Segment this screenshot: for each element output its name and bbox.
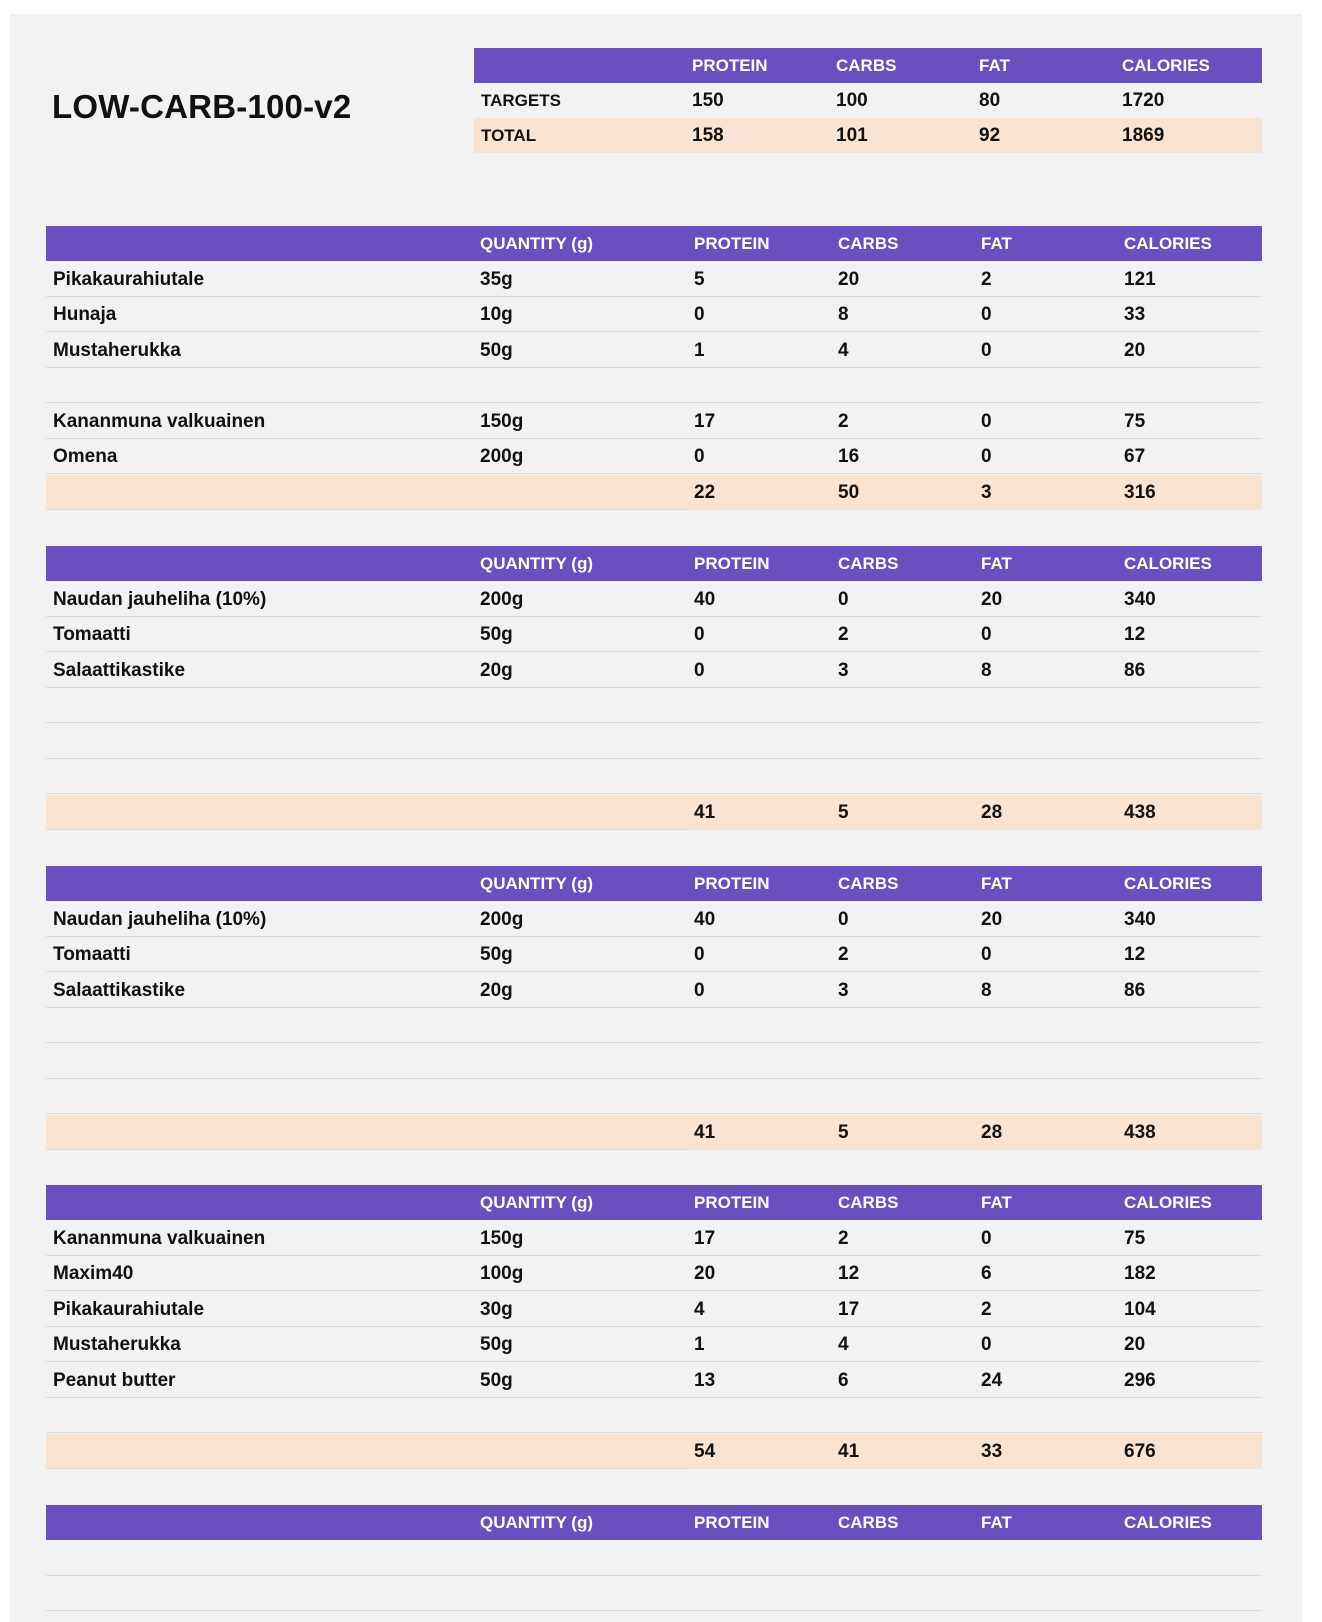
column-header-calories: CALORIES — [1124, 874, 1212, 893]
column-header-fat: FAT — [981, 1193, 1012, 1212]
targets-calories[interactable]: 1720 — [1122, 90, 1165, 111]
column-header-calories: CALORIES — [1122, 56, 1210, 75]
column-header-fat: FAT — [979, 56, 1010, 75]
calories-cell[interactable]: 182 — [1124, 1263, 1156, 1284]
total-row-lead-fill — [46, 1434, 690, 1469]
column-header-quantity: QUANTITY (g) — [480, 554, 594, 573]
fat-cell[interactable]: 0 — [981, 340, 992, 361]
column-header-quantity: QUANTITY (g) — [480, 874, 594, 893]
carbs-cell[interactable]: 4 — [838, 340, 849, 361]
calories-cell[interactable]: 340 — [1124, 909, 1156, 930]
table-row[interactable] — [46, 1541, 1262, 1576]
table-row[interactable] — [46, 617, 1262, 652]
protein-cell[interactable]: 40 — [694, 909, 716, 930]
meal-total-calories: 676 — [1124, 1441, 1156, 1462]
protein-cell[interactable]: 13 — [694, 1370, 716, 1391]
summary-header-row — [474, 48, 1262, 83]
targets-label: TARGETS — [481, 91, 561, 110]
quantity-cell[interactable]: 35g — [480, 269, 513, 290]
carbs-cell[interactable]: 2 — [838, 624, 849, 645]
meal-total-protein: 22 — [694, 482, 716, 503]
meal-header-row — [46, 226, 1262, 261]
meal-total-protein: 54 — [694, 1441, 716, 1462]
column-header-protein: PROTEIN — [694, 554, 770, 573]
total-row-lead-fill — [46, 475, 690, 510]
quantity-cell[interactable]: 50g — [480, 1334, 513, 1355]
food-name-cell[interactable]: Pikakaurahiutale — [53, 1299, 205, 1320]
fat-cell[interactable]: 2 — [981, 269, 992, 290]
column-header-calories: CALORIES — [1124, 1193, 1212, 1212]
food-name-cell[interactable]: Naudan jauheliha (10%) — [53, 589, 267, 610]
fat-cell[interactable]: 8 — [981, 980, 992, 1001]
calories-cell[interactable]: 86 — [1124, 980, 1146, 1001]
column-header-calories: CALORIES — [1124, 234, 1212, 253]
protein-cell[interactable]: 0 — [694, 944, 705, 965]
quantity-cell[interactable]: 50g — [480, 340, 513, 361]
quantity-cell[interactable]: 100g — [480, 1263, 524, 1284]
calories-cell[interactable]: 20 — [1124, 340, 1146, 361]
targets-protein[interactable]: 150 — [692, 90, 724, 111]
meal-total-protein: 41 — [694, 1122, 716, 1143]
fat-cell[interactable]: 2 — [981, 1299, 992, 1320]
fat-cell[interactable]: 0 — [981, 944, 992, 965]
carbs-cell[interactable]: 6 — [838, 1370, 849, 1391]
meal-total-row — [46, 475, 1262, 510]
targets-carbs[interactable]: 100 — [836, 90, 868, 111]
food-name-cell[interactable]: Mustaherukka — [53, 340, 181, 361]
calories-cell[interactable]: 33 — [1124, 304, 1146, 325]
food-name-cell[interactable]: Naudan jauheliha (10%) — [53, 909, 267, 930]
calories-cell[interactable]: 121 — [1124, 269, 1156, 290]
quantity-cell[interactable]: 200g — [480, 909, 524, 930]
column-header-fat: FAT — [981, 874, 1012, 893]
protein-cell[interactable]: 40 — [694, 589, 716, 610]
total-row-lead-fill — [46, 1115, 690, 1150]
meal-total-row — [46, 1115, 1262, 1150]
calories-cell[interactable]: 75 — [1124, 1228, 1146, 1249]
table-row[interactable] — [46, 1079, 1262, 1114]
protein-cell[interactable]: 17 — [694, 1228, 716, 1249]
protein-cell[interactable]: 0 — [694, 660, 705, 681]
food-name-cell[interactable]: Hunaja — [53, 304, 117, 325]
food-name-cell[interactable]: Mustaherukka — [53, 1334, 181, 1355]
fat-cell[interactable]: 0 — [981, 1228, 992, 1249]
quantity-cell[interactable]: 50g — [480, 944, 513, 965]
column-header-protein: PROTEIN — [694, 1193, 770, 1212]
meal-total-calories: 438 — [1124, 802, 1156, 823]
calories-cell[interactable]: 296 — [1124, 1370, 1156, 1391]
table-row[interactable] — [46, 688, 1262, 723]
table-row[interactable] — [46, 1327, 1262, 1362]
calories-cell[interactable]: 12 — [1124, 624, 1146, 645]
fat-cell[interactable]: 24 — [981, 1370, 1003, 1391]
table-row[interactable] — [46, 973, 1262, 1008]
table-row[interactable] — [46, 439, 1262, 474]
fat-cell[interactable]: 0 — [981, 411, 992, 432]
column-header-carbs: CARBS — [838, 1513, 899, 1532]
meal-total-carbs: 5 — [838, 802, 849, 823]
total-calories: 1869 — [1122, 125, 1165, 146]
table-row[interactable] — [46, 582, 1262, 617]
carbs-cell[interactable]: 20 — [838, 269, 860, 290]
table-row[interactable] — [46, 759, 1262, 794]
table-row[interactable] — [46, 404, 1262, 439]
protein-cell[interactable]: 1 — [694, 340, 705, 361]
carbs-cell[interactable]: 16 — [838, 446, 860, 467]
protein-cell[interactable]: 4 — [694, 1299, 705, 1320]
total-row[interactable] — [474, 118, 1262, 153]
meal-total-row — [46, 1434, 1262, 1469]
food-name-cell[interactable]: Tomaatti — [53, 944, 131, 965]
meal-header-row — [46, 1185, 1262, 1220]
protein-cell[interactable]: 5 — [694, 269, 705, 290]
meal-header-row — [46, 866, 1262, 901]
meal-total-fat: 3 — [981, 482, 992, 503]
meal-total-carbs: 41 — [838, 1441, 860, 1462]
table-row[interactable] — [46, 333, 1262, 368]
table-row[interactable] — [46, 653, 1262, 688]
carbs-cell[interactable]: 12 — [838, 1263, 860, 1284]
meal-header-row — [46, 546, 1262, 581]
fat-cell[interactable]: 20 — [981, 909, 1003, 930]
carbs-cell[interactable]: 0 — [838, 589, 849, 610]
carbs-cell[interactable]: 2 — [838, 411, 849, 432]
table-row[interactable] — [46, 1256, 1262, 1291]
food-name-cell[interactable]: Tomaatti — [53, 624, 131, 645]
food-name-cell[interactable]: Peanut butter — [53, 1370, 176, 1391]
column-header-carbs: CARBS — [838, 554, 899, 573]
fat-cell[interactable]: 20 — [981, 589, 1003, 610]
table-row[interactable] — [46, 1398, 1262, 1433]
table-row[interactable] — [46, 902, 1262, 937]
total-fat: 92 — [979, 125, 1001, 146]
quantity-cell[interactable]: 30g — [480, 1299, 513, 1320]
table-row[interactable] — [46, 1221, 1262, 1256]
column-header-protein: PROTEIN — [694, 874, 770, 893]
protein-cell[interactable]: 1 — [694, 1334, 705, 1355]
carbs-cell[interactable]: 4 — [838, 1334, 849, 1355]
carbs-cell[interactable]: 3 — [838, 660, 849, 681]
food-name-cell[interactable]: Maxim40 — [53, 1263, 134, 1284]
quantity-cell[interactable]: 10g — [480, 304, 513, 325]
quantity-cell[interactable]: 200g — [480, 589, 524, 610]
column-header-calories: CALORIES — [1124, 1513, 1212, 1532]
table-row[interactable] — [46, 297, 1262, 332]
quantity-cell[interactable]: 200g — [480, 446, 524, 467]
calories-cell[interactable]: 67 — [1124, 446, 1146, 467]
quantity-cell[interactable]: 150g — [480, 411, 524, 432]
food-name-cell[interactable]: Pikakaurahiutale — [53, 269, 205, 290]
column-header-protein: PROTEIN — [694, 1513, 770, 1532]
quantity-cell[interactable]: 150g — [480, 1228, 524, 1249]
table-row[interactable] — [46, 262, 1262, 297]
column-header-carbs: CARBS — [838, 1193, 899, 1212]
protein-cell[interactable]: 0 — [694, 980, 705, 1001]
targets-row[interactable] — [474, 83, 1262, 118]
table-row[interactable] — [46, 1292, 1262, 1327]
carbs-cell[interactable]: 0 — [838, 909, 849, 930]
table-row[interactable] — [46, 368, 1262, 403]
meal-total-fat: 28 — [981, 802, 1003, 823]
quantity-cell[interactable]: 20g — [480, 980, 513, 1001]
carbs-cell[interactable]: 2 — [838, 1228, 849, 1249]
table-row[interactable] — [46, 724, 1262, 759]
meal-total-fat: 28 — [981, 1122, 1003, 1143]
protein-cell[interactable]: 0 — [694, 304, 705, 325]
carbs-cell[interactable]: 8 — [838, 304, 849, 325]
column-header-fat: FAT — [981, 234, 1012, 253]
table-row[interactable] — [46, 1363, 1262, 1398]
total-label: TOTAL — [481, 126, 537, 145]
column-header-carbs: CARBS — [838, 234, 899, 253]
table-row[interactable] — [46, 1576, 1262, 1611]
meal-total-carbs: 5 — [838, 1122, 849, 1143]
calories-cell[interactable]: 75 — [1124, 411, 1146, 432]
table-row[interactable] — [46, 1008, 1262, 1043]
carbs-cell[interactable]: 3 — [838, 980, 849, 1001]
fat-cell[interactable]: 6 — [981, 1263, 992, 1284]
total-carbs: 101 — [836, 125, 868, 146]
protein-cell[interactable]: 20 — [694, 1263, 716, 1284]
total-protein: 158 — [692, 125, 724, 146]
meal-total-calories: 438 — [1124, 1122, 1156, 1143]
meal-total-row — [46, 795, 1262, 830]
calories-cell[interactable]: 20 — [1124, 1334, 1146, 1355]
column-header-quantity: QUANTITY (g) — [480, 234, 594, 253]
fat-cell[interactable]: 0 — [981, 1334, 992, 1355]
food-name-cell[interactable]: Salaattikastike — [53, 660, 186, 681]
carbs-cell[interactable]: 2 — [838, 944, 849, 965]
column-header-calories: CALORIES — [1124, 554, 1212, 573]
protein-cell[interactable]: 0 — [694, 624, 705, 645]
carbs-cell[interactable]: 17 — [838, 1299, 860, 1320]
column-header-quantity: QUANTITY (g) — [480, 1513, 594, 1532]
column-header-carbs: CARBS — [838, 874, 899, 893]
column-header-fat: FAT — [981, 1513, 1012, 1532]
fat-cell[interactable]: 8 — [981, 660, 992, 681]
column-header-protein: PROTEIN — [694, 234, 770, 253]
table-row[interactable] — [46, 1044, 1262, 1079]
meal-total-carbs: 50 — [838, 482, 860, 503]
fat-cell[interactable]: 0 — [981, 304, 992, 325]
fat-cell[interactable]: 0 — [981, 624, 992, 645]
calories-cell[interactable]: 340 — [1124, 589, 1156, 610]
protein-cell[interactable]: 0 — [694, 446, 705, 467]
food-name-cell[interactable]: Kananmuna valkuainen — [53, 411, 266, 432]
table-row[interactable] — [46, 937, 1262, 972]
food-name-cell[interactable]: Omena — [53, 446, 118, 467]
column-header-carbs: CARBS — [836, 56, 897, 75]
quantity-cell[interactable]: 20g — [480, 660, 513, 681]
column-header-protein: PROTEIN — [692, 56, 768, 75]
fat-cell[interactable]: 0 — [981, 446, 992, 467]
protein-cell[interactable]: 17 — [694, 411, 716, 432]
calories-cell[interactable]: 104 — [1124, 1299, 1156, 1320]
meal-total-protein: 41 — [694, 802, 716, 823]
quantity-cell[interactable]: 50g — [480, 624, 513, 645]
calories-cell[interactable]: 86 — [1124, 660, 1146, 681]
calories-cell[interactable]: 12 — [1124, 944, 1146, 965]
column-header-fat: FAT — [981, 554, 1012, 573]
food-name-cell[interactable]: Kananmuna valkuainen — [53, 1228, 266, 1249]
meal-header-row — [46, 1505, 1262, 1540]
total-row-lead-fill — [46, 795, 690, 830]
column-header-quantity: QUANTITY (g) — [480, 1193, 594, 1212]
page-title: LOW-CARB-100-v2 — [52, 88, 352, 125]
quantity-cell[interactable]: 50g — [480, 1370, 513, 1391]
targets-fat[interactable]: 80 — [979, 90, 1001, 111]
meal-total-fat: 33 — [981, 1441, 1003, 1462]
food-name-cell[interactable]: Salaattikastike — [53, 980, 186, 1001]
meal-total-calories: 316 — [1124, 482, 1156, 503]
